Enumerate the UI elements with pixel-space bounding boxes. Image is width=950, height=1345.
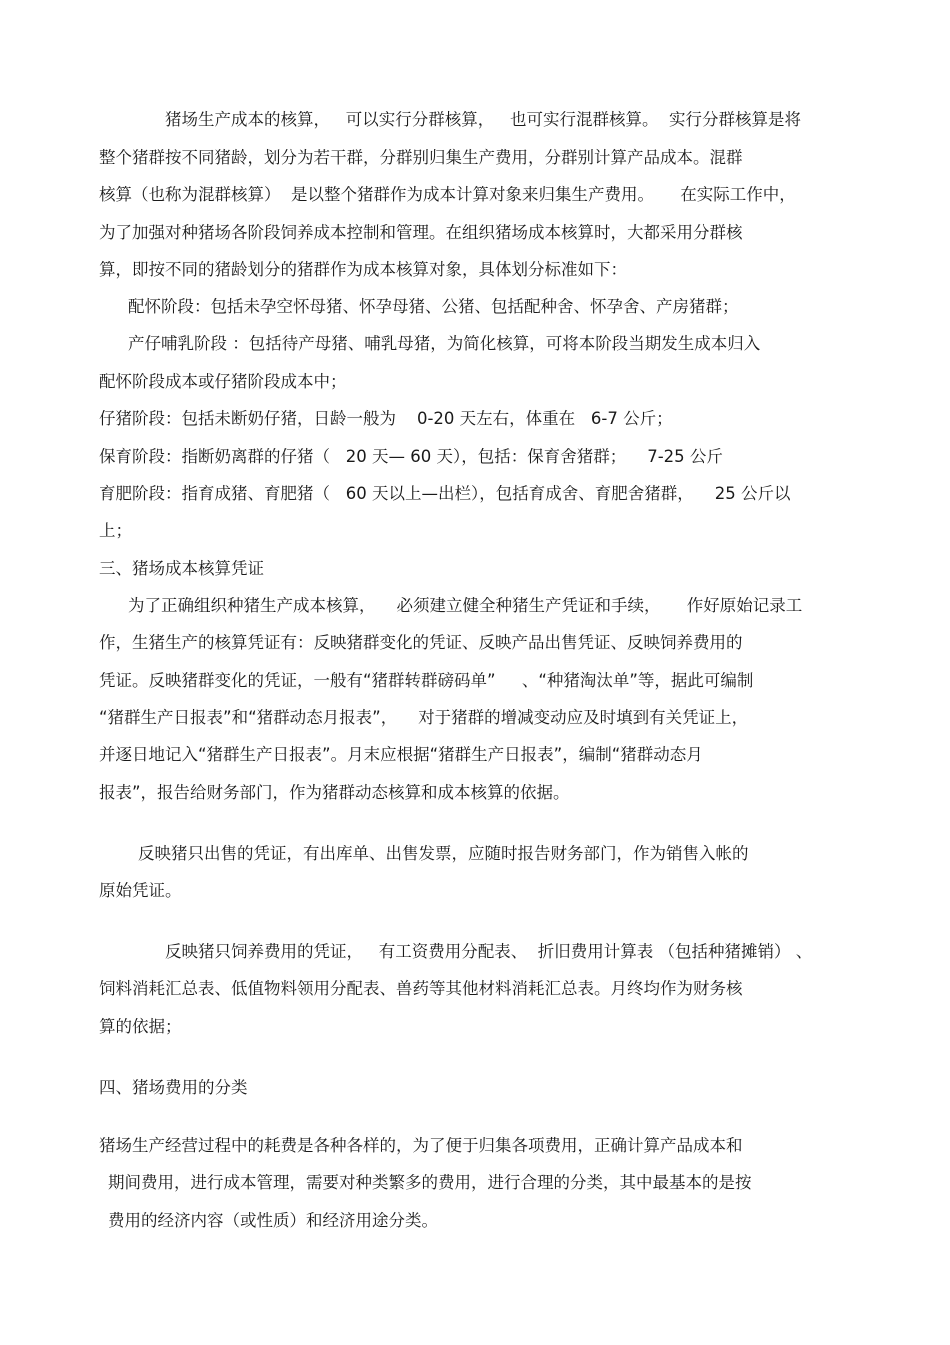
- text-line: 凭证。反映猪群变化的凭证，一般有“猪群转群磅码单” 、“种猪淘汰单”等，据此可编制: [99, 671, 754, 690]
- text-line: 上；: [99, 521, 132, 540]
- text-line: 作，生猪生产的核算凭证有：反映猪群变化的凭证、反映产品出售凭证、反映饲养费用的: [99, 633, 743, 652]
- section-heading: 三、猪场成本核算凭证: [99, 559, 264, 578]
- text-line: 反映猪只出售的凭证，有出库单、出售发票，应随时报告财务部门，作为销售入帐的: [138, 844, 749, 863]
- text-line: 仔猪阶段：包括未断奶仔猪，日龄一般为 0-20 天左右，体重在 6-7 公斤；: [99, 409, 673, 428]
- text-line: 期间费用，进行成本管理，需要对种类繁多的费用，进行合理的分类，其中最基本的是按: [108, 1173, 752, 1192]
- text-line: 反映猪只饲养费用的凭证， 有工资费用分配表、 折旧费用计算表 （包括种猪摊销） 、: [165, 942, 813, 961]
- text-line: 配怀阶段：包括未孕空怀母猪、怀孕母猪、公猪、包括配种舍、怀孕舍、产房猪群；: [128, 297, 739, 316]
- text-line: 产仔哺乳阶段 ：包括待产母猪、哺乳母猪，为简化核算，可将本阶段当期发生成本归入: [128, 334, 761, 353]
- text-line: 配怀阶段成本或仔猪阶段成本中；: [99, 372, 347, 391]
- text-line: 算，即按不同的猪龄划分的猪群作为成本核算对象，具体划分标准如下：: [99, 260, 627, 279]
- text-line: 费用的经济内容（或性质）和经济用途分类。: [108, 1211, 438, 1230]
- text-line: 饲料消耗汇总表、低值物料领用分配表、兽药等其他材料消耗汇总表。月终均作为财务核: [99, 979, 743, 998]
- text-line: 并逐日地记入“猪群生产日报表”。月末应根据“猪群生产日报表”，编制“猪群动态月: [99, 745, 703, 764]
- text-line: 核算（也称为混群核算） 是以整个猪群作为成本计算对象来归集生产费用。 在实际工作中，: [99, 185, 796, 204]
- text-line: 猪场生产成本的核算， 可以实行分群核算， 也可实行混群核算。 实行分群核算是将: [165, 110, 801, 129]
- text-line: 报表”，报告给财务部门，作为猪群动态核算和成本核算的依据。: [99, 783, 570, 802]
- text-line: 算的依据；: [99, 1017, 182, 1036]
- text-line: 整个猪群按不同猪龄，划分为若干群，分群别归集生产费用，分群别计算产品成本。混群: [99, 148, 743, 167]
- text-line: 原始凭证。: [99, 881, 182, 900]
- text-line: 保育阶段：指断奶离群的仔猪（ 20 天— 60 天），包括：保育舍猪群； 7-25 公斤: [99, 447, 723, 466]
- text-line: 猪场生产经营过程中的耗费是各种各样的，为了便于归集各项费用，正确计算产品成本和: [99, 1136, 743, 1155]
- text-line: 为了加强对种猪场各阶段饲养成本控制和管理。在组织猪场成本核算时，大都采用分群核: [99, 223, 743, 242]
- section-heading: 四、猪场费用的分类: [99, 1078, 248, 1097]
- text-line: 育肥阶段：指育成猪、育肥猪（ 60 天以上—出栏），包括育成舍、育肥舍猪群， 25 公斤以: [99, 484, 791, 503]
- text-line: “猪群生产日报表”和“猪群动态月报表”， 对于猪群的增减变动应及时填到有关凭证上，: [99, 708, 749, 727]
- text-line: 为了正确组织种猪生产成本核算， 必须建立健全种猪生产凭证和手续， 作好原始记录工: [128, 596, 803, 615]
